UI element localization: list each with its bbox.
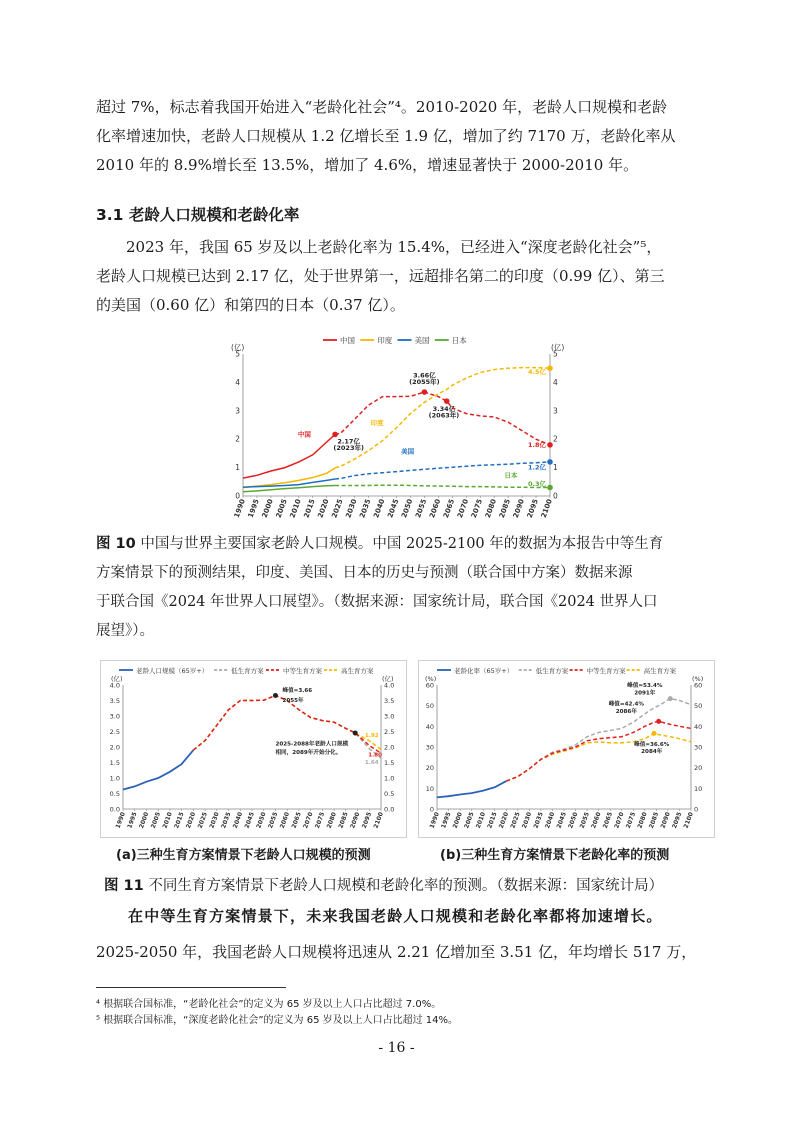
caption-line: 于联合国《2024 年世界人口展望》。（数据来源：国家统计局，联合国《2024 世界人口 (96, 594, 658, 610)
y-tick-label-right: 60 (694, 681, 703, 690)
x-tick-label: 2040 (544, 811, 557, 830)
x-tick-label: 2075 (313, 811, 327, 830)
y-tick-label: 4.0 (109, 681, 120, 690)
annotation-label: (2023年) (333, 443, 364, 452)
y-tick-label: 3.5 (109, 697, 120, 705)
x-tick-label: 2090 (511, 497, 526, 519)
data-point-china-peak (422, 389, 428, 395)
x-tick-label: 2030 (208, 811, 221, 830)
x-tick-label: 2015 (302, 497, 317, 519)
x-tick-label: 2080 (483, 497, 499, 519)
caption-label: 图 10 (96, 536, 136, 552)
x-tick-label: 1995 (440, 811, 453, 830)
x-tick-label: 2040 (372, 497, 387, 519)
legend-label: 中等生育方案 (282, 667, 322, 675)
data-point-usa-2100 (547, 459, 553, 465)
figure-11a-subcaption: (a)三种生育方案情景下老龄人口规模的预测 (116, 848, 371, 863)
series-line-observed (123, 750, 193, 789)
figure-11b-subcaption: (b)三种生育方案情景下老龄化率的预测 (440, 848, 670, 863)
x-tick-label: 2100 (682, 811, 695, 830)
x-tick-label: 2020 (316, 497, 331, 519)
x-tick-label: 2055 (578, 811, 591, 830)
x-tick-label: 2010 (161, 811, 174, 830)
x-tick-label: 2095 (671, 811, 684, 830)
y-tick-label-right: 10 (694, 784, 703, 793)
x-tick-label: 2030 (520, 811, 534, 830)
y-tick-label: 3.0 (109, 712, 120, 721)
body-paragraph (96, 233, 696, 320)
annotation-label: 2086年 (615, 708, 637, 715)
x-tick-label: 2065 (442, 497, 457, 519)
data-point-china-2023 (332, 432, 338, 438)
y-tick-label: 4 (235, 377, 240, 387)
section-heading: 3.1 老龄人口规模和老龄化率 (96, 206, 300, 224)
y-tick-label-right: 40 (694, 722, 703, 731)
y-tick-label-right: 1.5 (384, 759, 395, 767)
y-tick-label: 2.5 (109, 728, 120, 736)
y-tick-label-right: 1 (553, 463, 558, 473)
x-tick-label: 2055 (414, 497, 429, 519)
y-tick-label: 2.0 (109, 743, 120, 752)
y-tick-label: 1.0 (109, 774, 120, 783)
legend-label: 高生育方案 (643, 667, 677, 675)
x-tick-label: 2020 (184, 811, 198, 830)
y-tick-label-right: 2 (553, 434, 558, 444)
text-line: 2025-2050 年，我国老龄人口规模将迅速从 2.21 亿增加至 3.51 亿，年均增长 517 万， (96, 943, 697, 961)
x-tick-label: 2010 (288, 497, 303, 519)
annotation-label: 2025-2088年老龄人口规模 (275, 741, 349, 748)
footnote: ⁵ 根据联合国标准，“深度老龄化社会”的定义为 65 岁及以上人口占比超过 14%。 (96, 1015, 459, 1026)
annotation-label: 1.8亿 (527, 441, 546, 450)
series-line-observed (437, 781, 506, 797)
annotation-label: 3.66亿 (413, 371, 436, 380)
y-tick-label-right: 3.0 (384, 712, 395, 721)
x-tick-label: 2060 (428, 497, 443, 519)
figure-11b-frame (418, 660, 715, 838)
legend-label: 日本 (451, 336, 467, 345)
annotation-label: 峰值=42.4% (608, 701, 644, 708)
legend-label: 老龄人口规模（65岁+） (136, 667, 209, 675)
y-tick-label: 0.0 (109, 805, 120, 814)
y-tick-label: 60 (425, 681, 434, 690)
caption-line (96, 530, 700, 559)
x-tick-label: 2080 (636, 811, 649, 830)
x-tick-label: 1990 (114, 811, 127, 830)
x-tick-label: 2045 (243, 811, 256, 830)
x-tick-label: 2005 (463, 811, 476, 830)
x-tick-label: 2000 (260, 497, 275, 519)
x-tick-label: 2095 (525, 497, 540, 519)
y-tick-label: 50 (425, 702, 434, 711)
y-tick-label-right: 4.0 (384, 681, 395, 690)
annotation-label: 峰值=53.4% (627, 683, 663, 690)
annotation-label: 相同，2089年开始分化。 (275, 749, 342, 756)
x-tick-label: 2070 (302, 811, 315, 830)
legend-label: 低生育方案 (231, 667, 264, 675)
data-point-china-2063 (444, 398, 450, 404)
data-point-india-2100 (547, 365, 553, 371)
annotation-label: 1.64 (364, 760, 379, 767)
text-line: 的美国（0.60 亿）和第四的日本（0.37 亿）。 (96, 296, 405, 314)
y-tick-label: 0.5 (109, 790, 120, 798)
x-tick-label: 2000 (138, 811, 151, 830)
y-tick-label-right: 20 (694, 764, 703, 773)
x-tick-label: 2100 (539, 497, 554, 519)
annotation-label: 2055年 (282, 698, 304, 705)
x-tick-label: 2070 (455, 497, 471, 519)
x-tick-label: 2050 (400, 497, 415, 519)
legend-label: 老龄化率（65岁+） (454, 667, 514, 675)
series-label-usa: 美国 (401, 447, 415, 456)
y-tick-label-right: 0.0 (384, 805, 395, 814)
series-line-medium-projection (506, 721, 691, 781)
body-paragraph (96, 938, 696, 967)
series-label-japan: 日本 (504, 471, 518, 480)
legend-label: 高生育方案 (341, 667, 374, 675)
caption-text: 中国与世界主要国家老龄人口规模。中国 2025-2100 年的数据为本报告中等生育 (140, 536, 664, 552)
x-tick-label: 2095 (360, 811, 374, 830)
series-line-usa-projection (335, 462, 550, 479)
series-line-japan-projection (335, 485, 550, 487)
figure-11a-frame (100, 660, 407, 838)
annotation-label: 2.17亿 (337, 437, 360, 446)
legend-label: 美国 (414, 336, 430, 345)
series-label-china: 中国 (297, 430, 311, 439)
annotation-label: 2084年 (641, 749, 663, 756)
legend-label: 中等生育方案 (586, 667, 626, 675)
figure-10-caption (96, 530, 700, 646)
text-line: 化率增速加快，老龄人口规模从 1.2 亿增长至 1.9 亿，增加了约 7170 万，老龄化率从 (96, 127, 676, 145)
x-tick-label: 2025 (330, 497, 345, 519)
caption-line: 方案情景下的预测结果，印度、美国、日本的历史与预测（联合国中方案）数据来源 (96, 565, 633, 581)
x-tick-label: 2065 (290, 811, 303, 830)
legend-label: 中国 (340, 336, 355, 345)
y-unit-left: (亿) (111, 675, 123, 683)
x-tick-label: 2025 (509, 811, 522, 830)
annotation-label: (2063年) (428, 411, 460, 420)
y-tick-label: 1.5 (109, 759, 120, 767)
x-tick-label: 2035 (532, 811, 545, 830)
data-point-medium-peak (656, 719, 661, 724)
y-unit-left: (%) (425, 675, 437, 683)
x-tick-label: 2050 (255, 811, 268, 830)
y-tick-label-right: 0.5 (384, 790, 395, 798)
x-tick-label: 2015 (486, 811, 499, 830)
x-tick-label: 1990 (428, 811, 441, 830)
annotation-label: 2091年 (634, 690, 656, 697)
data-point-low-peak (668, 696, 673, 701)
x-tick-label: 2085 (497, 497, 513, 519)
y-tick-label: 0 (429, 805, 434, 814)
annotation-label: 1.80 (368, 752, 382, 759)
x-tick-label: 2025 (196, 811, 209, 830)
x-tick-label: 1995 (126, 811, 139, 830)
text-line: 老龄人口规模已达到 2.17 亿，处于世界第一，远超排名第二的印度（0.99 亿）、第三 (96, 267, 665, 285)
x-tick-label: 2065 (601, 811, 615, 830)
series-label-india: 印度 (370, 419, 384, 427)
y-tick-label-right: 30 (694, 743, 703, 752)
y-tick-label-right: 50 (694, 702, 703, 711)
x-tick-label: 2035 (220, 811, 233, 830)
y-tick-label: 3 (235, 406, 240, 416)
y-tick-label-right: 1.0 (384, 774, 395, 783)
annotation-label: 3.34亿 (432, 404, 456, 413)
y-tick-label: 20 (425, 764, 434, 773)
x-tick-label: 2005 (149, 811, 163, 830)
data-point-peak (273, 693, 278, 698)
data-point-high-peak (652, 731, 657, 736)
text-line: 2010 年的 8.9%增长至 13.5%，增加了 4.6%，增速显著快于 2000-2010 年。 (96, 156, 639, 174)
data-point-china-2100 (547, 442, 553, 448)
series-line-china (243, 434, 335, 478)
y-unit-right: (%) (692, 675, 704, 683)
y-tick-label: 30 (425, 743, 434, 752)
text-line: 超过 7%，标志着我国开始进入“老龄化社会”⁴。2010-2020 年，老龄人口规模和老龄 (96, 98, 668, 116)
y-tick-label-right: 2.5 (384, 728, 395, 736)
annotation-label: (2055年) (409, 377, 440, 386)
annotation-label: 1.2亿 (527, 463, 546, 472)
footnote: ⁴ 根据联合国标准，“老龄化社会”的定义为 65 岁及以上人口占比超过 7.0%。 (96, 999, 442, 1010)
series-line-low-projection (506, 699, 691, 782)
x-tick-label: 2085 (647, 811, 661, 830)
x-tick-label: 1990 (232, 497, 247, 519)
x-tick-label: 2045 (555, 811, 568, 830)
y-unit-right: (亿) (551, 343, 565, 352)
annotation-label: 峰值=3.66 (282, 687, 313, 694)
x-tick-label: 2055 (267, 811, 280, 830)
x-tick-label: 1995 (246, 497, 261, 519)
y-tick-label-right: 0 (553, 491, 558, 501)
series-line-high-projection (506, 733, 691, 781)
y-tick-label: 2 (235, 434, 240, 444)
x-tick-label: 2090 (349, 811, 362, 830)
x-tick-label: 2075 (624, 811, 638, 830)
x-tick-label: 2000 (451, 811, 464, 830)
caption-line: 展望》）。 (96, 623, 154, 639)
x-tick-label: 2020 (497, 811, 511, 830)
x-tick-label: 2060 (278, 811, 292, 830)
data-point-japan-2100 (547, 485, 553, 491)
x-tick-label: 2070 (613, 811, 626, 830)
caption-label: 图 11 (104, 878, 144, 894)
x-tick-label: 2040 (231, 811, 245, 830)
y-unit-left: (亿) (231, 343, 245, 352)
series-line-low-projection (193, 696, 381, 759)
y-tick-label-right: 3 (553, 406, 558, 416)
y-unit-right: (亿) (382, 675, 394, 683)
caption-text: 不同生育方案情景下老龄人口规模和老龄化率的预测。（数据来源：国家统计局） (148, 878, 664, 894)
y-tick-label-right: 4 (553, 377, 558, 387)
figure-11b-chart (419, 661, 714, 837)
x-tick-label: 2010 (474, 811, 488, 830)
figure-10-chart (225, 330, 575, 520)
y-tick-label: 0 (235, 491, 240, 501)
page-number: - 16 - (378, 1040, 415, 1056)
annotation-label: 1.92 (364, 733, 379, 740)
bold-statement: 在中等生育方案情景下，未来我国老龄人口规模和老龄化率都将加速增长。 (128, 907, 663, 925)
y-tick-label: 10 (425, 784, 434, 793)
y-tick-label: 40 (425, 722, 434, 731)
legend-label: 低生育方案 (535, 667, 569, 675)
x-tick-label: 2050 (567, 811, 580, 830)
x-tick-label: 2045 (386, 497, 401, 519)
data-point-divergence (353, 731, 358, 736)
annotation-label: 4.5亿 (527, 367, 546, 376)
annotation-label: 0.3亿 (527, 480, 546, 489)
y-tick-label: 1 (235, 463, 240, 473)
x-tick-label: 2005 (274, 497, 289, 519)
y-tick-label-right: 2.0 (384, 743, 395, 752)
y-tick-label-right: 5 (553, 349, 558, 359)
y-tick-label-right: 0 (694, 805, 699, 814)
x-tick-label: 2090 (659, 811, 672, 830)
x-tick-label: 2030 (344, 497, 359, 519)
y-tick-label-right: 3.5 (384, 697, 395, 705)
x-tick-label: 2075 (469, 497, 485, 519)
intro-paragraph (96, 93, 696, 180)
x-tick-label: 2035 (358, 497, 373, 519)
x-tick-label: 2100 (372, 811, 385, 830)
x-tick-label: 2080 (325, 811, 338, 830)
footnote-divider (96, 987, 286, 988)
y-tick-label: 5 (235, 349, 240, 359)
x-tick-label: 2015 (173, 811, 186, 830)
figure-11a-chart (101, 661, 406, 837)
x-tick-label: 2085 (337, 811, 350, 830)
x-tick-label: 2060 (590, 811, 603, 830)
figure-11-caption (104, 872, 708, 901)
annotation-label: 峰值=36.6% (634, 741, 670, 748)
legend-label: 印度 (377, 336, 393, 345)
text-line: 2023 年，我国 65 岁及以上老龄化率为 15.4%，已经进入“深度老龄化社会”⁵， (126, 238, 662, 256)
